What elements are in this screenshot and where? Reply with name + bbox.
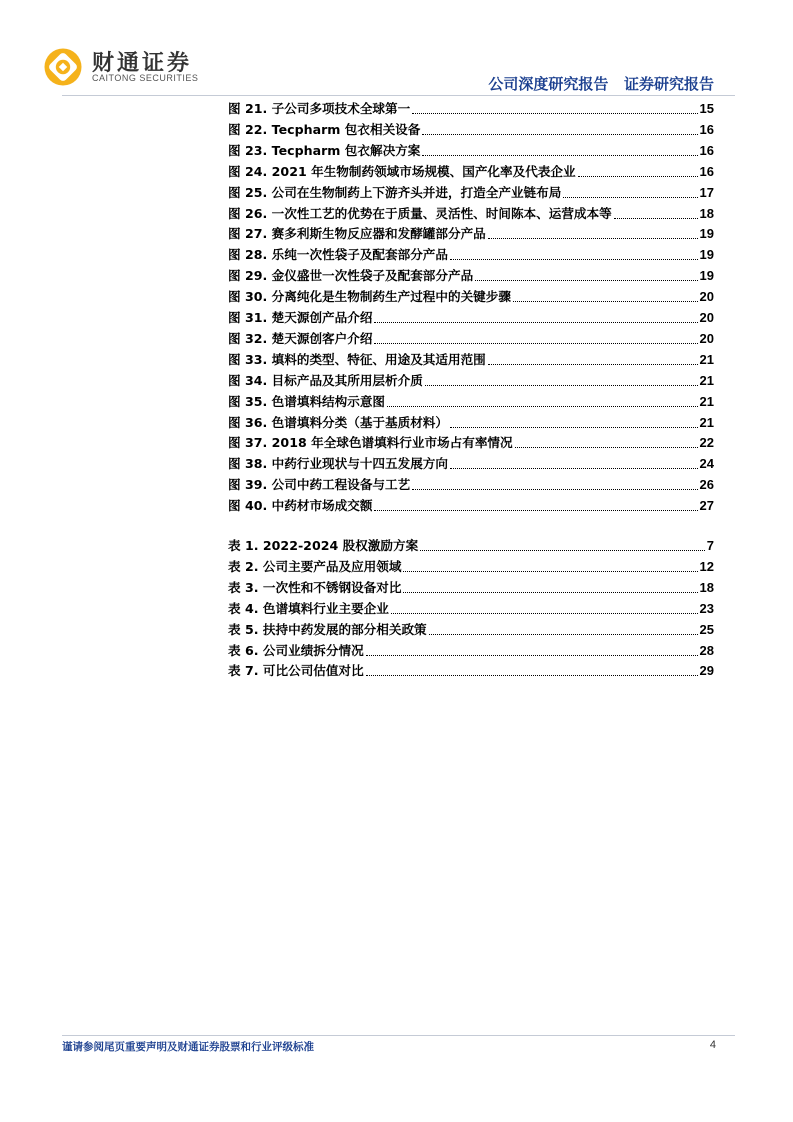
entry-label: 图 34. 目标产品及其所用层析介质: [228, 372, 423, 388]
figure-entry[interactable]: [228, 181, 714, 201]
entry-page-number: 19: [699, 247, 714, 263]
entry-page-number: 21: [699, 372, 714, 388]
dot-leader: [513, 301, 698, 302]
entry-label: 图 25. 公司在生物制药上下游齐头并进，打造全产业链布局: [228, 184, 562, 200]
entry-page-number: 25: [699, 621, 714, 637]
header-divider: [62, 95, 735, 96]
dot-leader: [425, 385, 698, 386]
entry-page-number: 29: [699, 663, 714, 679]
entry-label: 图 33. 填料的类型、特征、用途及其适用范围: [228, 351, 486, 367]
caitong-logo-icon: [43, 47, 83, 87]
dot-leader: [422, 134, 697, 135]
entry-label: 表 1. 2022-2024 股权激励方案: [228, 538, 419, 553]
dot-leader: [412, 113, 697, 114]
entry-label: 表 7. 可比公司估值对比: [228, 663, 364, 679]
table-entry[interactable]: [228, 659, 714, 679]
footer-disclaimer: 谨请参阅尾页重要声明及财通证券股票和行业评级标准: [62, 1041, 314, 1053]
entry-page-number: 20: [699, 330, 714, 346]
table-entry[interactable]: [228, 576, 714, 596]
figure-entry[interactable]: [228, 473, 714, 493]
entry-page-number: 19: [699, 268, 714, 284]
figure-entry[interactable]: [228, 369, 714, 389]
dot-leader: [374, 510, 697, 511]
dot-leader: [450, 468, 698, 469]
table-entry[interactable]: [228, 639, 714, 659]
entry-page-number: 21: [699, 414, 714, 430]
entry-label: 表 5. 扶持中药发展的部分相关政策: [228, 621, 427, 637]
dot-leader: [578, 176, 698, 177]
entry-label: 图 38. 中药行业现状与十四五发展方向: [228, 456, 448, 472]
entry-label: 图 37. 2018 年全球色谱填料行业市场占有率情况: [228, 435, 513, 451]
entry-page-number: 19: [699, 226, 714, 242]
dot-leader: [614, 218, 698, 219]
entry-label: 图 22. Tecpharm 包衣相关设备: [228, 121, 421, 137]
entry-label: 图 30. 分离纯化是生物制药生产过程中的关键步骤: [228, 289, 511, 305]
entry-label: 图 21. 子公司多项技术全球第一: [228, 101, 411, 116]
figure-entry[interactable]: [228, 243, 714, 263]
entry-page-number: 21: [699, 351, 714, 367]
dot-leader: [403, 592, 697, 593]
figure-entry[interactable]: [228, 139, 714, 159]
entry-page-number: 26: [699, 477, 714, 493]
page-number: 4: [709, 1039, 716, 1051]
dot-leader: [515, 447, 698, 448]
figure-entry[interactable]: [228, 285, 714, 305]
dot-leader: [403, 571, 697, 572]
entry-label: 图 32. 楚天源创客户介绍: [228, 330, 373, 346]
entry-label: 图 28. 乐纯一次性袋子及配套部分产品: [228, 247, 448, 263]
brand-name-en: CAITONG SECURITIES: [92, 73, 199, 83]
entry-label: 表 4. 色谱填料行业主要企业: [228, 600, 389, 616]
dot-leader: [450, 259, 698, 260]
entry-label: 图 36. 色谱填料分类（基于基质材料）: [228, 414, 448, 430]
table-entry[interactable]: [228, 555, 714, 575]
dot-leader: [366, 655, 698, 656]
entry-label: 图 23. Tecpharm 包衣解决方案: [228, 142, 421, 158]
figure-entry[interactable]: [228, 118, 714, 138]
figure-entry[interactable]: [228, 97, 714, 117]
entry-page-number: 20: [699, 310, 714, 325]
entry-label: 表 6. 公司业绩拆分情况: [228, 642, 364, 658]
dot-leader: [366, 675, 698, 676]
entry-page-number: 12: [699, 558, 714, 574]
dot-leader: [374, 343, 697, 344]
figure-entry[interactable]: [228, 390, 714, 410]
dot-leader: [475, 280, 697, 281]
entry-page-number: 27: [699, 498, 714, 514]
entry-page-number: 16: [699, 163, 714, 179]
figure-entry[interactable]: [228, 306, 714, 326]
entry-page-number: 17: [699, 184, 714, 200]
entry-page-number: 16: [699, 121, 714, 137]
figure-entry[interactable]: [228, 494, 714, 514]
dot-leader: [450, 427, 698, 428]
entry-page-number: 18: [699, 579, 714, 595]
entry-label: 图 39. 公司中药工程设备与工艺: [228, 477, 411, 493]
entry-page-number: 16: [699, 142, 714, 158]
figure-entry[interactable]: [228, 202, 714, 222]
entry-page-number: 28: [699, 642, 714, 658]
dot-leader: [387, 406, 698, 407]
entry-label: 图 31. 楚天源创产品介绍: [228, 310, 373, 325]
entry-label: 图 35. 色谱填料结构示意图: [228, 393, 386, 409]
header-title: 公司深度研究报告 证券研究报告: [488, 75, 714, 93]
figure-entry[interactable]: [228, 452, 714, 472]
entry-label: 图 40. 中药材市场成交额: [228, 498, 373, 514]
entry-label: 表 2. 公司主要产品及应用领域: [228, 558, 402, 574]
entry-page-number: 21: [699, 393, 714, 409]
entry-label: 图 24. 2021 年生物制药领域市场规模、国产化率及代表企业: [228, 163, 576, 179]
entry-page-number: 22: [699, 435, 714, 451]
dot-leader: [488, 238, 698, 239]
dot-leader: [429, 634, 698, 635]
footer-divider: [62, 1035, 735, 1036]
brand-name-cn: 财通证券: [92, 51, 193, 76]
figure-entry[interactable]: [228, 411, 714, 431]
dot-leader: [420, 550, 705, 551]
table-entry[interactable]: [228, 618, 714, 638]
entry-page-number: 20: [699, 289, 714, 305]
entry-label: 图 27. 赛多利斯生物反应器和发酵罐部分产品: [228, 226, 486, 242]
dot-leader: [412, 489, 697, 490]
entry-page-number: 23: [699, 600, 714, 616]
table-entry[interactable]: [228, 597, 714, 617]
dot-leader: [391, 613, 698, 614]
entry-label: 图 29. 金仪盛世一次性袋子及配套部分产品: [228, 268, 474, 284]
figure-entry[interactable]: [228, 431, 714, 451]
entry-label: 图 26. 一次性工艺的优势在于质量、灵活性、时间陈本、运营成本等: [228, 205, 612, 221]
dot-leader: [374, 322, 697, 323]
entry-page-number: 7: [706, 538, 714, 553]
figure-entry[interactable]: [228, 348, 714, 368]
dot-leader: [488, 364, 698, 365]
figure-entry[interactable]: [228, 327, 714, 347]
entry-label: 表 3. 一次性和不锈钢设备对比: [228, 579, 402, 595]
figure-entry[interactable]: [228, 264, 714, 284]
figure-entry[interactable]: [228, 160, 714, 180]
entry-page-number: 18: [699, 205, 714, 221]
table-entry[interactable]: [228, 534, 714, 554]
figure-entry[interactable]: [228, 222, 714, 242]
entry-page-number: 15: [699, 101, 714, 116]
entry-page-number: 24: [699, 456, 714, 472]
dot-leader: [563, 197, 697, 198]
dot-leader: [422, 155, 697, 156]
